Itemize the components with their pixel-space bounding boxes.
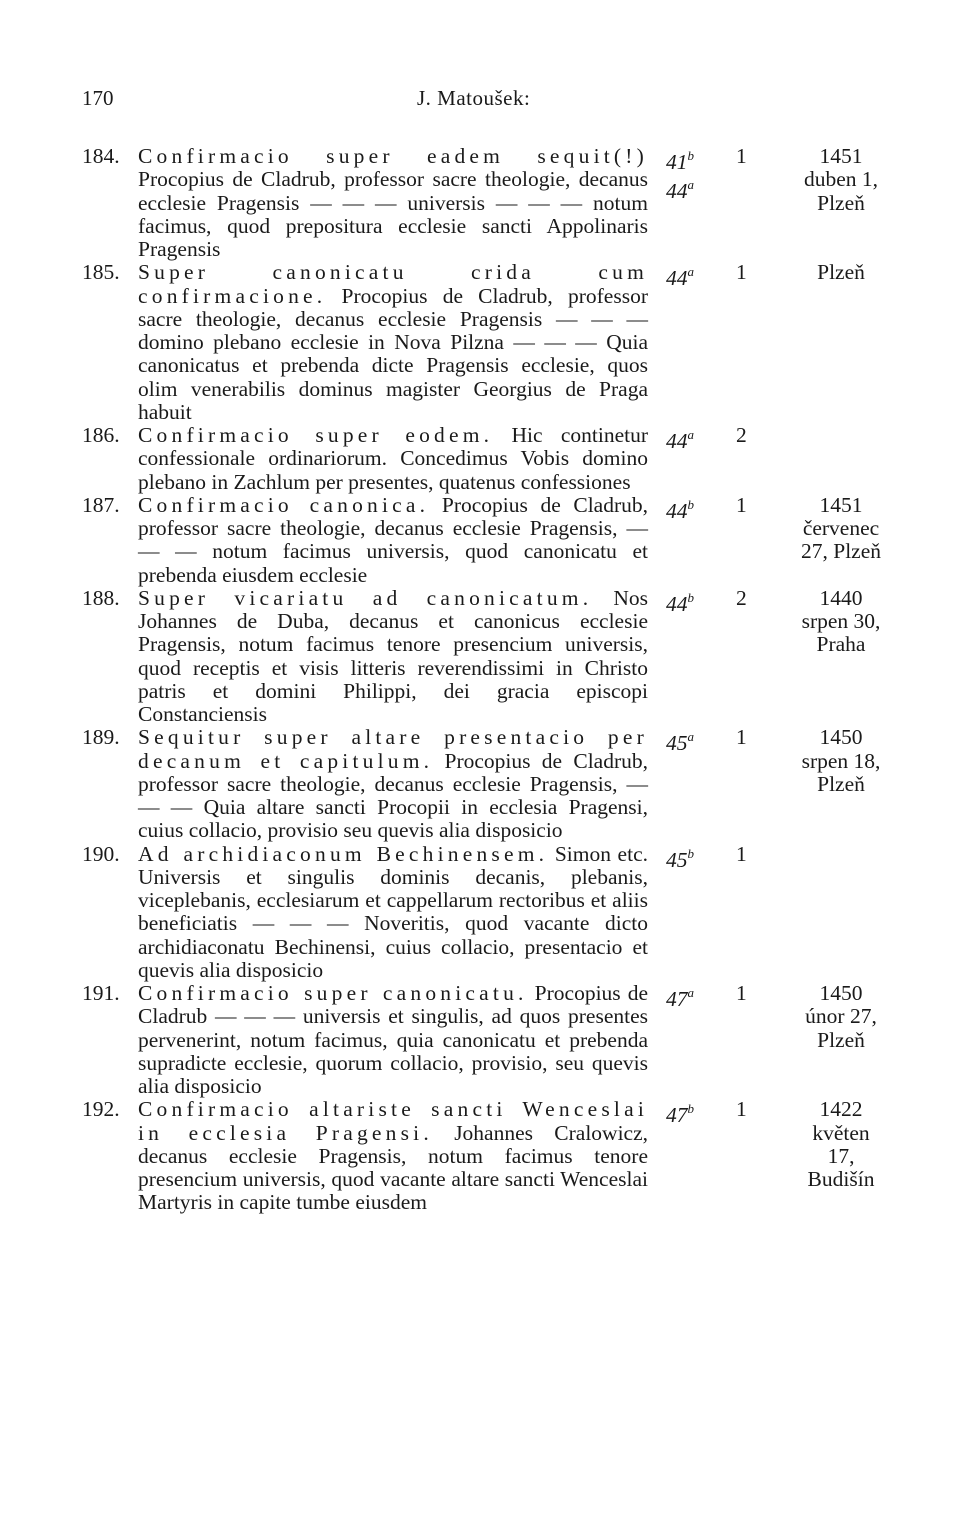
entry-body: Procopius de Cladrub, professor sacre theologie, decanus ecclesie Pragensis — — — universis — — — notum facimus, quod prepositura ecclesie sancti Appolinaris Pragensis bbox=[138, 167, 648, 261]
entry-text bbox=[138, 494, 648, 587]
entry-title: Confirmacio super eadem sequit(!) bbox=[138, 144, 648, 168]
count: 1 bbox=[736, 981, 747, 1005]
entry-title: Ad archidiaconum Bechinensem. bbox=[138, 841, 549, 866]
folio-reference: 44$^a$ bbox=[666, 427, 694, 454]
entry-number: 191. bbox=[82, 981, 120, 1005]
count: 1 bbox=[736, 144, 747, 168]
entry-186 bbox=[82, 424, 902, 494]
folio-reference: 45$^b$ bbox=[666, 845, 694, 872]
entry-number: 188. bbox=[82, 585, 120, 610]
entry-body: Procopius de Cladrub, professor sacre theologie, decanus ecclesie Pragensis, — — — notum facimus universis, quod canonicatu et prebenda eiusdem ecclesie bbox=[138, 492, 649, 587]
count: 1 bbox=[736, 260, 747, 285]
page-number: 170 bbox=[82, 86, 114, 110]
entry-text bbox=[138, 843, 648, 983]
entry-184 bbox=[82, 145, 902, 261]
entry-number: 185. bbox=[82, 260, 120, 285]
entry-text bbox=[138, 424, 648, 494]
entry-body: Johannes Cralowicz, decanus ecclesie Pragensis, notum facimus tenore presencium universis, quod vacante altare sancti Wenceslai Martyris in capite tumbe eiusdem bbox=[138, 1120, 649, 1215]
entry-185 bbox=[82, 261, 902, 424]
entry-187 bbox=[82, 494, 902, 587]
date-place: 1451 červenec 27, Plzeň bbox=[800, 492, 882, 564]
entry-191 bbox=[82, 982, 902, 1098]
entry-number: 187. bbox=[82, 492, 120, 517]
date-place: 1451 duben 1, Plzeň bbox=[803, 144, 879, 215]
entry-number: 192. bbox=[82, 1097, 120, 1122]
count: 2 bbox=[736, 423, 747, 447]
entry-body: Simon etc. Universis et singulis dominis decanis, plebanis, viceplebanis, ecclesiarum et cappellarum rectoribus et aliis beneficiatis — — — Noveritis, quod vacante dicto archidiaconatu Bechinensi, cuius collacio, presentacio et quevis alia disposicio bbox=[138, 841, 648, 982]
entry-title: Confirmacio altariste sancti Wenceslai in ecclesia Pragensi. bbox=[138, 1097, 648, 1145]
date-place: 1450 srpen 18, Plzeň bbox=[801, 725, 881, 796]
entry-title: Confirmacio super eodem. bbox=[138, 423, 494, 447]
date-place: Plzeň bbox=[817, 260, 865, 285]
entry-title: Super vicariatu ad canonicatum. bbox=[138, 585, 593, 610]
entry-text bbox=[138, 1098, 648, 1214]
entry-list bbox=[82, 145, 902, 1215]
entry-title: Confirmacio super canonicatu. bbox=[138, 981, 528, 1005]
entry-number: 190. bbox=[82, 841, 120, 866]
entry-title: Super canonicatu crida cum confirmacione. bbox=[138, 260, 648, 308]
date-place: 1450 únor 27, Plzeň bbox=[805, 981, 877, 1052]
entry-text bbox=[138, 982, 648, 1098]
folio-reference: 47$^b$ bbox=[666, 1101, 694, 1128]
entry-number: 189. bbox=[82, 725, 120, 750]
page-header bbox=[82, 86, 872, 114]
date-place: 1440 srpen 30, Praha bbox=[801, 585, 881, 657]
count: 1 bbox=[736, 492, 747, 517]
folio-reference: 45$^a$ bbox=[666, 729, 694, 756]
folio-reference: 44$^b$ bbox=[666, 589, 694, 616]
entry-title: Sequitur super altare presentacio per decanum et capitulum. bbox=[138, 725, 648, 773]
count: 1 bbox=[736, 725, 747, 750]
date-place: 1422 květen 17, Budišín bbox=[807, 1097, 875, 1191]
entry-body: Procopius de Cladrub, professor sacre theologie, decanus ecclesie Pragensis — — — domino plebano ecclesie in Nova Pilzna — — — Quia canonicatus et prebenda dicte Pragensis ecclesie, quos olim venerabilis dominus magister Georgius de Praga habuit bbox=[138, 283, 648, 424]
entry-text bbox=[138, 261, 648, 424]
folio-reference: 41$^b$ 44$^a$ bbox=[666, 148, 694, 204]
running-title: J. Matoušek: bbox=[417, 86, 531, 110]
entry-192 bbox=[82, 1098, 902, 1214]
folio-reference: 47$^a$ bbox=[666, 985, 694, 1012]
folio-reference: 44$^b$ bbox=[666, 496, 694, 523]
entry-text bbox=[138, 587, 648, 727]
entry-number: 186. bbox=[82, 423, 120, 447]
count: 1 bbox=[736, 841, 747, 866]
entry-189 bbox=[82, 726, 902, 842]
count: 2 bbox=[736, 585, 747, 610]
entry-body: Nos Johannes de Duba, decanus et canonicus ecclesie Pragensis, notum facimus tenore presencium universis, quod receptis et visis litteris reverendissimi in Christo patris et domini Philippi, dei gracia episcopi Constanciensis bbox=[138, 585, 648, 726]
entry-number: 184. bbox=[82, 144, 120, 168]
entry-title: Confirmacio canonica. bbox=[138, 492, 430, 517]
entry-body: Procopius de Cladrub, professor sacre theologie, decanus ecclesie Pragensis, — — — Quia altare sancti Procopii in ecclesia Pragensi, cuius collacio, provisio seu quevis alia disposicio bbox=[138, 748, 649, 843]
count: 1 bbox=[736, 1097, 747, 1122]
entry-text bbox=[138, 145, 648, 261]
entry-body: Procopius de Cladrub — — — universis et singulis, ad quos presentes pervenerint, notum facimus, quia canonicatu et prebenda supradicte ecclesie, quorum collacio, provisio, seu quevis alia disposicio bbox=[138, 981, 649, 1098]
entry-190 bbox=[82, 843, 902, 983]
entry-text bbox=[138, 726, 648, 842]
entry-188 bbox=[82, 587, 902, 727]
entry-body: Hic continetur confessionale ordinariorum. Concedimus Vobis domino plebano in Zachlum per presentes, quatenus confessiones bbox=[138, 423, 648, 494]
folio-reference: 44$^a$ bbox=[666, 264, 694, 291]
